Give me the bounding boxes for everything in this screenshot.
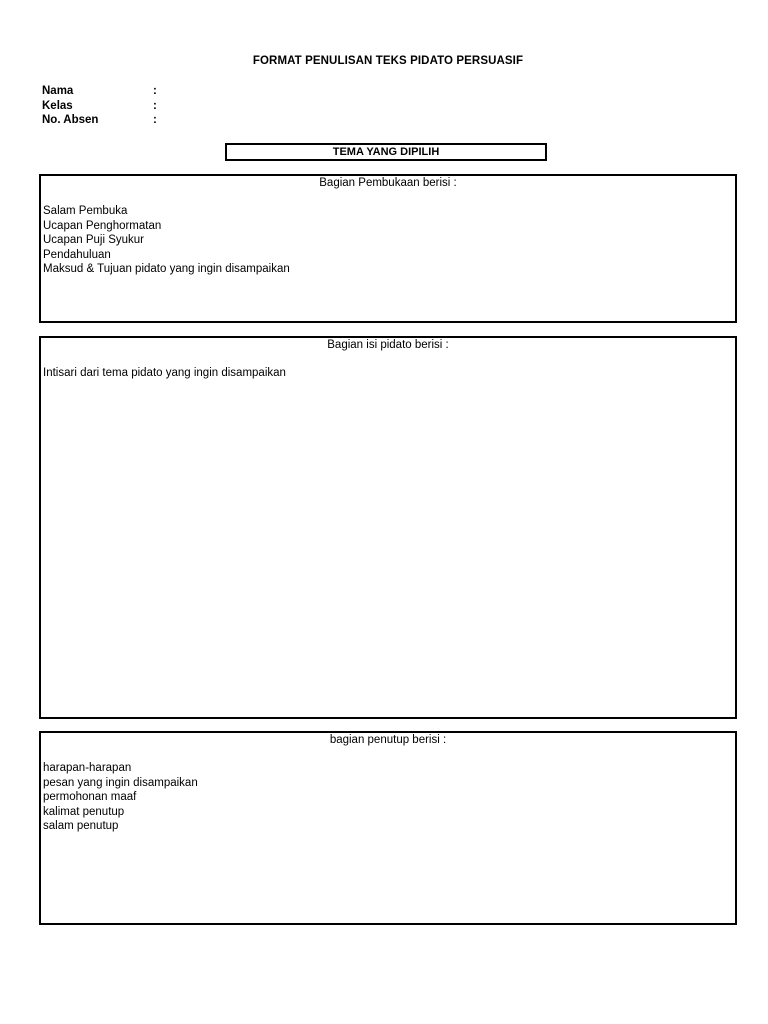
list-item: Salam Pembuka [43,205,128,217]
list-item: Maksud & Tujuan pidato yang ingin disampaikan [43,263,290,276]
field-label: No. Absen [42,114,99,126]
field-label: Kelas [42,99,73,112]
section-heading: Bagian isi pidato berisi : [327,339,449,351]
section-items [43,761,198,834]
list-item: Ucapan Penghormatan [43,219,162,232]
section-penutup [39,731,737,925]
list-item: salam penutup [43,820,119,833]
list-item: Pendahuluan [43,248,111,261]
list-item: Intisari dari tema pidato yang ingin disampaikan [43,367,286,379]
section-pembukaan [39,174,737,323]
list-item: kalimat penutup [43,805,125,818]
tema-box: TEMA YANG DIPILIH [225,143,547,161]
section-items [43,204,290,277]
field-colon: : [153,99,157,112]
list-item: Ucapan Puji Syukur [43,234,144,247]
section-items [43,366,286,381]
field-colon: : [153,85,157,97]
list-item: harapan-harapan [43,762,132,774]
field-label: Nama [42,85,74,97]
section-heading: bagian penutup berisi : [329,734,447,746]
list-item: pesan yang ingin disampaikan [43,776,198,789]
list-item: permohonan maaf [43,791,137,804]
field-colon: : [153,114,157,126]
section-heading: Bagian Pembukaan berisi : [319,177,457,189]
section-isi [39,336,737,719]
document-title: FORMAT PENULISAN TEKS PIDATO PERSUASIF [252,55,524,67]
